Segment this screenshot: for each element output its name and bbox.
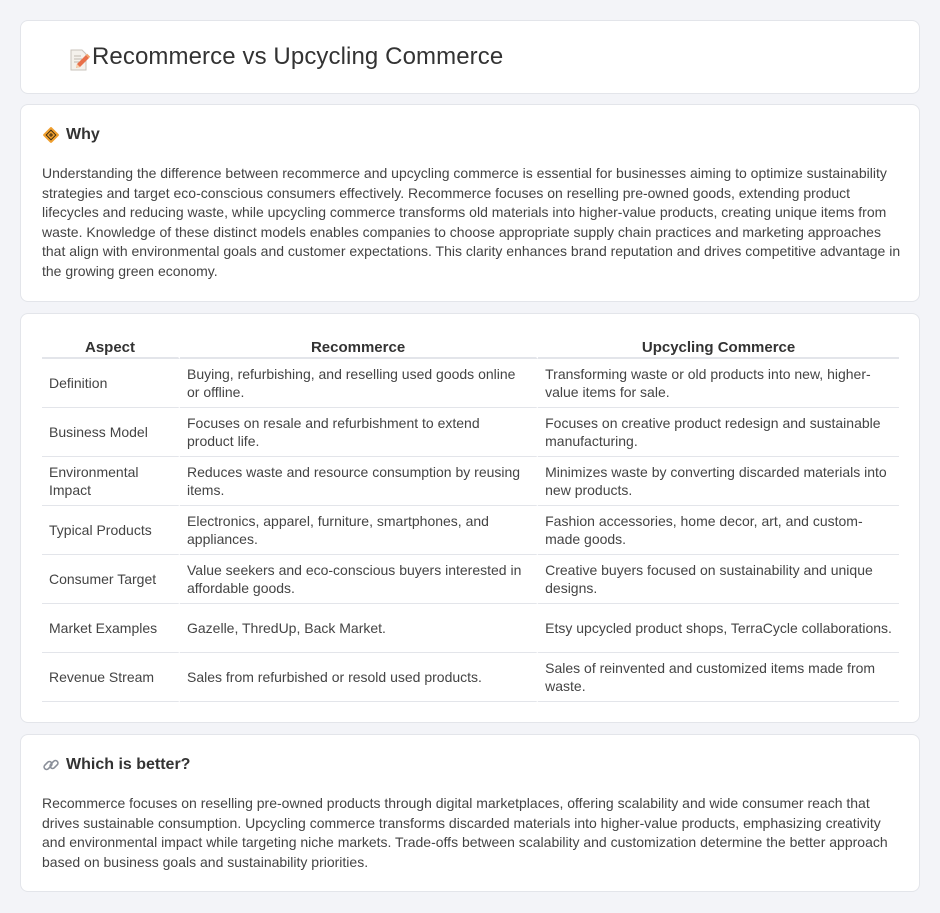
document-pencil-icon [67, 48, 91, 72]
row-upcycling: Creative buyers focused on sustainability and unique designs. [538, 555, 899, 604]
why-heading-row [42, 126, 100, 144]
header-aspect: Aspect [42, 333, 180, 359]
row-aspect: Definition [42, 359, 180, 408]
table-row [42, 506, 899, 555]
row-recommerce: Buying, refurbishing, and reselling used goods online or offline. [180, 359, 538, 408]
title-card [20, 20, 920, 94]
row-upcycling: Etsy upcycled product shops, TerraCycle collaborations. [538, 604, 899, 653]
table-row [42, 457, 899, 506]
page-title: Recommerce vs Upcycling Commerce [92, 43, 504, 70]
which-better-section [20, 734, 920, 892]
why-title: Why [66, 126, 100, 143]
row-aspect: Consumer Target [42, 555, 180, 604]
row-recommerce: Sales from refurbished or resold used products. [180, 653, 538, 702]
link-icon [42, 756, 60, 774]
table-row [42, 555, 899, 604]
why-text: Understanding the difference between recommerce and upcycling commerce is essential for businesses aiming to optimize sustainability strategies and target eco-conscious consumers effectively. Recommerce focuses on reselling pre-owned goods, extending product lifecycles and reducing waste, while upcycling commerce transforms old materials into higher-value products, creating unique items from waste. Knowledge of these distinct models enables companies to choose appropriate supply chain practices and marketing approaches that align with environmental goals and customer expectations. This clarity enhances brand reputation and drives competitive advantage in the growing green economy. [42, 165, 901, 279]
row-recommerce: Value seekers and eco-conscious buyers interested in affordable goods. [180, 555, 538, 604]
row-recommerce: Electronics, apparel, furniture, smartphones, and appliances. [180, 506, 538, 555]
row-aspect: Typical Products [42, 506, 180, 555]
row-upcycling: Focuses on creative product redesign and sustainable manufacturing. [538, 408, 899, 457]
row-upcycling: Transforming waste or old products into new, higher-value items for sale. [538, 359, 899, 408]
header-upcycling: Upcycling Commerce [538, 333, 899, 359]
table-row [42, 653, 899, 702]
row-recommerce: Focuses on resale and refurbishment to extend product life. [180, 408, 538, 457]
better-heading-row [42, 756, 190, 774]
row-aspect: Revenue Stream [42, 653, 180, 702]
comparison-table-card [20, 313, 920, 723]
diamond-sign-icon [42, 126, 60, 144]
better-title: Which is better? [66, 756, 191, 773]
row-aspect: Market Examples [42, 604, 180, 653]
better-text: Recommerce focuses on reselling pre-owned products through digital marketplaces, offering scalability and wide consumer reach that drives sustainable consumption. Upcycling commerce transforms discarded materials into higher-value products, emphasizing creativity and environmental impact while targeting niche markets. Trade-offs between scalability and customization determine the better approach based on business goals and sustainability priorities. [42, 795, 888, 870]
table-header-row [42, 333, 899, 359]
table-row [42, 604, 899, 653]
row-recommerce: Reduces waste and resource consumption by reusing items. [180, 457, 538, 506]
header-recommerce: Recommerce [180, 333, 538, 359]
row-aspect: Business Model [42, 408, 180, 457]
row-recommerce: Gazelle, ThredUp, Back Market. [180, 604, 538, 653]
why-section [20, 104, 920, 302]
table-row [42, 408, 899, 457]
row-upcycling: Sales of reinvented and customized items made from waste. [538, 653, 899, 702]
row-upcycling: Minimizes waste by converting discarded materials into new products. [538, 457, 899, 506]
comparison-table [42, 333, 899, 702]
row-aspect: Environmental Impact [42, 457, 180, 506]
table-row [42, 359, 899, 408]
row-upcycling: Fashion accessories, home decor, art, and custom-made goods. [538, 506, 899, 555]
